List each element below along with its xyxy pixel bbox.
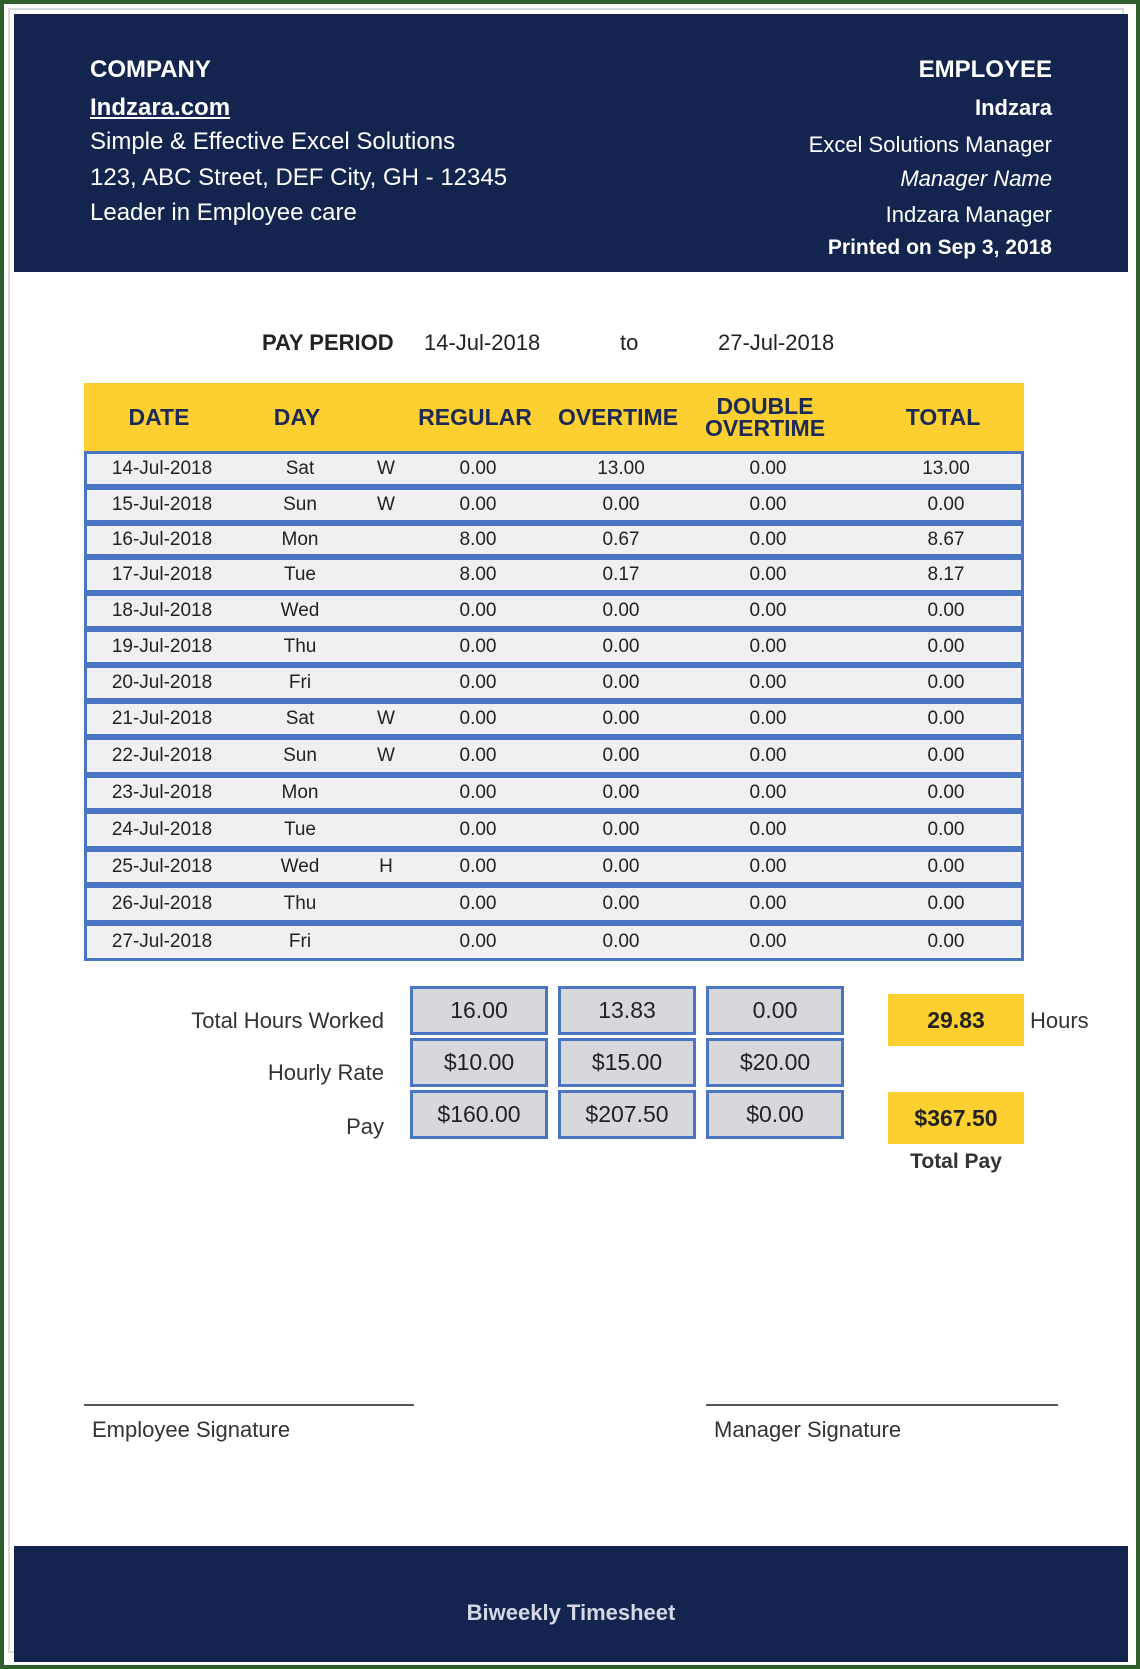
row-date: 21-Jul-2018 [111, 708, 213, 729]
grand-total-hours: 29.83 [888, 994, 1024, 1046]
row-day: Thu [283, 893, 317, 914]
company-name-link[interactable]: Indzara.com [90, 94, 231, 121]
row-double-overtime-hours: 0.00 [749, 819, 787, 840]
row-total-hours: 0.00 [927, 494, 965, 515]
row-total-hours: 0.00 [927, 745, 965, 766]
row-overtime-hours: 0.00 [602, 708, 640, 729]
employee-signature-line [84, 1404, 414, 1406]
row-double-overtime-hours: 0.00 [749, 672, 787, 693]
table-row [84, 629, 1024, 665]
row-overtime-hours: 0.00 [602, 819, 640, 840]
employee-title: Excel Solutions Manager [808, 132, 1052, 157]
table-row [84, 451, 1024, 487]
row-regular-hours: 0.00 [459, 856, 497, 877]
total-hours-double: 0.00 [706, 986, 844, 1035]
row-date: 24-Jul-2018 [111, 819, 213, 840]
row-date: 22-Jul-2018 [111, 745, 213, 766]
row-total-hours: 0.00 [927, 931, 965, 952]
row-day: Wed [280, 856, 320, 877]
row-overtime-hours: 0.67 [602, 529, 640, 550]
header-regular: REGULAR [418, 404, 532, 430]
row-day: Sun [283, 745, 317, 766]
row-total-hours: 0.00 [927, 708, 965, 729]
pay-label: Pay [346, 1114, 384, 1139]
employee-name: Indzara [974, 95, 1052, 120]
row-total-hours: 8.17 [927, 564, 965, 585]
row-overtime-hours: 0.00 [602, 782, 640, 803]
row-flag [363, 560, 409, 590]
table-row [84, 775, 1024, 811]
employee-signature-label: Employee Signature [92, 1417, 291, 1442]
header-day: DAY [273, 404, 321, 430]
table-row [84, 811, 1024, 849]
row-date: 17-Jul-2018 [111, 564, 213, 585]
row-flag: W [377, 745, 395, 766]
row-date: 19-Jul-2018 [111, 636, 213, 657]
row-date: 26-Jul-2018 [111, 893, 213, 914]
row-total-hours: 0.00 [927, 636, 965, 657]
table-row [84, 593, 1024, 629]
row-overtime-hours: 0.00 [602, 600, 640, 621]
table-row [84, 523, 1024, 557]
row-date: 25-Jul-2018 [111, 856, 213, 877]
row-overtime-hours: 0.00 [602, 494, 640, 515]
employee-heading: EMPLOYEE [918, 56, 1052, 83]
printed-date: Printed on Sep 3, 2018 [827, 236, 1052, 259]
table-row [84, 923, 1024, 961]
row-flag: W [377, 494, 395, 515]
row-regular-hours: 0.00 [459, 745, 497, 766]
table-row [84, 701, 1024, 737]
row-regular-hours: 8.00 [459, 529, 497, 550]
manager-signature-line [706, 1404, 1058, 1406]
row-date: 23-Jul-2018 [111, 782, 213, 803]
row-date: 18-Jul-2018 [111, 600, 213, 621]
row-double-overtime-hours: 0.00 [749, 893, 787, 914]
row-day: Thu [283, 636, 317, 657]
row-day: Mon [281, 782, 319, 803]
row-regular-hours: 0.00 [459, 893, 497, 914]
row-flag: W [377, 458, 395, 479]
row-total-hours: 8.67 [927, 529, 965, 550]
row-regular-hours: 0.00 [459, 494, 497, 515]
row-day: Wed [280, 600, 320, 621]
row-regular-hours: 0.00 [459, 819, 497, 840]
row-flag [363, 778, 409, 808]
row-total-hours: 0.00 [927, 856, 965, 877]
table-row [84, 849, 1024, 885]
row-total-hours: 0.00 [927, 893, 965, 914]
row-total-hours: 0.00 [927, 819, 965, 840]
row-flag [363, 632, 409, 662]
company-tagline: Simple & Effective Excel Solutions [90, 128, 456, 155]
row-overtime-hours: 0.00 [602, 856, 640, 877]
row-date: 15-Jul-2018 [111, 494, 213, 515]
total-hours-regular: 16.00 [410, 986, 548, 1035]
row-date: 20-Jul-2018 [111, 672, 213, 693]
total-pay-amount: $367.50 [888, 1092, 1024, 1144]
row-total-hours: 13.00 [922, 458, 970, 479]
row-double-overtime-hours: 0.00 [749, 564, 787, 585]
row-flag: H [379, 856, 393, 877]
row-double-overtime-hours: 0.00 [749, 494, 787, 515]
row-double-overtime-hours: 0.00 [749, 745, 787, 766]
row-flag [363, 596, 409, 626]
total-hours-overtime: 13.83 [558, 986, 696, 1035]
total-pay-label: Total Pay [910, 1150, 1002, 1173]
row-double-overtime-hours: 0.00 [749, 529, 787, 550]
row-overtime-hours: 0.00 [602, 636, 640, 657]
hourly-rate-overtime: $15.00 [558, 1038, 696, 1087]
row-regular-hours: 0.00 [459, 672, 497, 693]
row-total-hours: 0.00 [927, 672, 965, 693]
row-flag: W [377, 708, 395, 729]
company-heading: COMPANY [90, 56, 211, 83]
row-overtime-hours: 0.17 [602, 564, 640, 585]
row-regular-hours: 0.00 [459, 931, 497, 952]
row-overtime-hours: 0.00 [602, 931, 640, 952]
pay-period-to: to [620, 330, 639, 355]
hours-unit-label: Hours [1030, 1008, 1089, 1033]
row-day: Fri [288, 672, 312, 693]
table-row [84, 737, 1024, 775]
row-date: 27-Jul-2018 [111, 931, 213, 952]
row-day: Sat [285, 708, 315, 729]
pay-overtime: $207.50 [558, 1090, 696, 1139]
table-row [84, 487, 1024, 523]
row-total-hours: 0.00 [927, 782, 965, 803]
row-day: Mon [281, 529, 319, 550]
row-flag [363, 926, 409, 958]
timesheet-page [14, 14, 1128, 1662]
row-regular-hours: 0.00 [459, 458, 497, 479]
row-regular-hours: 0.00 [459, 782, 497, 803]
row-flag [363, 526, 409, 554]
row-date: 14-Jul-2018 [111, 458, 213, 479]
pay-period-start: 14-Jul-2018 [424, 330, 541, 355]
manager-label: Manager Name [900, 166, 1052, 191]
header-date: DATE [128, 404, 190, 430]
row-total-hours: 0.00 [927, 600, 965, 621]
row-double-overtime-hours: 0.00 [749, 708, 787, 729]
pay-period-label: PAY PERIOD [262, 330, 394, 355]
header-total: TOTAL [905, 404, 981, 430]
row-day: Sun [283, 494, 317, 515]
table-header [84, 383, 1024, 451]
row-day: Tue [283, 819, 317, 840]
pay-period-end: 27-Jul-2018 [718, 330, 835, 355]
row-day: Fri [288, 931, 312, 952]
row-regular-hours: 8.00 [459, 564, 497, 585]
manager-signature-label: Manager Signature [714, 1417, 902, 1442]
row-flag [363, 814, 409, 846]
row-flag [363, 888, 409, 920]
row-regular-hours: 0.00 [459, 600, 497, 621]
header-band [14, 14, 1128, 272]
footer-band [14, 1546, 1128, 1662]
row-double-overtime-hours: 0.00 [749, 458, 787, 479]
table-row [84, 557, 1024, 593]
row-double-overtime-hours: 0.00 [749, 931, 787, 952]
row-double-overtime-hours: 0.00 [749, 600, 787, 621]
company-address: 123, ABC Street, DEF City, GH - 12345 [90, 164, 508, 191]
table-row [84, 665, 1024, 701]
hourly-rate-regular: $10.00 [410, 1038, 548, 1087]
pay-regular: $160.00 [410, 1090, 548, 1139]
table-row [84, 885, 1024, 923]
hourly-rate-double: $20.00 [706, 1038, 844, 1087]
row-overtime-hours: 13.00 [597, 458, 645, 479]
total-hours-label: Total Hours Worked [191, 1008, 384, 1033]
company-motto: Leader in Employee care [90, 199, 357, 226]
header-double-overtime [692, 383, 838, 451]
row-regular-hours: 0.00 [459, 708, 497, 729]
manager-name: Indzara Manager [885, 202, 1052, 227]
row-overtime-hours: 0.00 [602, 745, 640, 766]
header-double-overtime-line2: OVERTIME [704, 415, 826, 441]
header-overtime: OVERTIME [557, 404, 679, 430]
row-overtime-hours: 0.00 [602, 672, 640, 693]
row-double-overtime-hours: 0.00 [749, 782, 787, 803]
row-regular-hours: 0.00 [459, 636, 497, 657]
row-date: 16-Jul-2018 [111, 529, 213, 550]
header-double-overtime-line1: DOUBLE [716, 393, 814, 419]
footer-title: Biweekly Timesheet [466, 1600, 676, 1625]
row-day: Sat [285, 458, 315, 479]
hourly-rate-label: Hourly Rate [267, 1060, 384, 1085]
row-day: Tue [283, 564, 317, 585]
pay-double: $0.00 [706, 1090, 844, 1139]
row-flag [363, 668, 409, 698]
row-overtime-hours: 0.00 [602, 893, 640, 914]
row-double-overtime-hours: 0.00 [749, 856, 787, 877]
row-double-overtime-hours: 0.00 [749, 636, 787, 657]
